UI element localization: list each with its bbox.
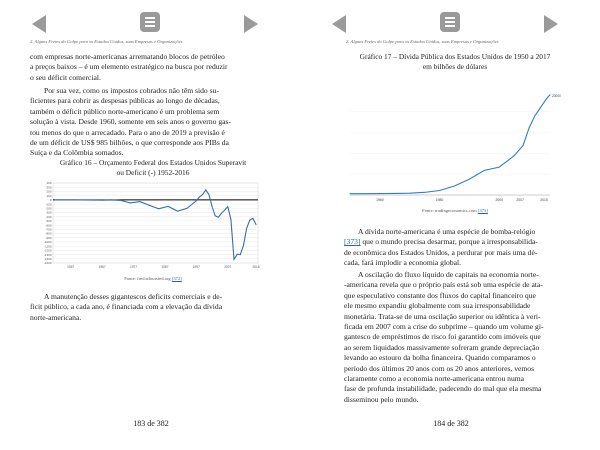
y-tick-label: -100 [45, 202, 52, 207]
text-line: tou menos do que o arrecadado. Para o ano de 2019 a previsão é [30, 127, 225, 137]
data-point [249, 220, 250, 221]
data-point [256, 224, 257, 225]
chart-frame [344, 85, 566, 205]
data-point [205, 189, 206, 190]
text-line: ele mesmo expandiu globalmente com sua irresponsabilidade [344, 301, 531, 311]
data-point [230, 219, 231, 220]
paragraph [30, 86, 276, 159]
text-line: o seu déficit comercial. [30, 72, 101, 82]
text-line: disseminou pelo mundo. [344, 394, 419, 404]
y-tick-label: -300 [45, 210, 52, 215]
y-tick-label: -1500 [43, 261, 52, 266]
data-point [139, 201, 140, 202]
data-point [208, 194, 209, 195]
x-tick-label: 1980 [435, 198, 444, 202]
text-line: A oscilação do fluxo líquido de capitais na economia norte- [358, 270, 539, 279]
data-point [547, 98, 548, 99]
x-tick-label: 1960 [376, 198, 384, 202]
y-tick-label: -200 [45, 206, 52, 211]
y-tick-label: -1100 [44, 244, 52, 249]
text-line: a preços baixos – é um elemento estratégico na busca por reduzir [30, 62, 228, 72]
menu-icon[interactable] [140, 12, 160, 32]
caption-line: Gráfico 16 – Orçamento Federal dos Estados Unidos Superavit [59, 158, 247, 167]
text-line: de um déficit de US$ 985 bilhões, o que corresponde aos PIBs da [30, 138, 229, 148]
data-point [83, 200, 84, 201]
data-point [484, 170, 485, 171]
x-tick-label: 1977 [129, 265, 138, 269]
data-point [199, 196, 200, 197]
text-line: período dos últimos 20 anos com os 20 anos anteriores, vemos [344, 363, 535, 373]
text-line: fase de profunda instabilidade, padecendo do mal que ela mesma [344, 384, 542, 394]
data-point [394, 193, 395, 194]
y-tick-label: 20000 [552, 94, 561, 99]
text-line: levando ao estouro da bolha financeira. Quando comparamos o [344, 353, 536, 363]
text-line: A manutenção desses gigantescos deficits comerciais e de- [44, 292, 223, 301]
data-point [350, 193, 351, 194]
text-line: que especulativo constante dos fluxos do capital financeiro que [344, 290, 536, 300]
data-point [454, 186, 455, 187]
data-point [550, 94, 551, 95]
paragraph [344, 227, 588, 269]
source-text: Fonte: fred.stlouisfed.org [124, 276, 172, 281]
chart-source [340, 208, 570, 213]
data-point [535, 115, 536, 116]
data-point [102, 200, 103, 201]
data-point [227, 206, 228, 207]
y-tick-label: -1300 [43, 252, 52, 257]
caption-line: ou Deficit (-) 1952-2016 [116, 168, 190, 177]
y-tick-label: 200 [46, 189, 52, 194]
data-point [111, 199, 112, 200]
text-line: claramente como a economia norte-americana entrou numa [344, 374, 525, 384]
data-point [529, 127, 530, 128]
data-point [215, 215, 216, 216]
text-line: solução à vista. Desde 1960, somente em seis anos o governo gas- [30, 117, 231, 127]
y-tick-label: -600 [45, 223, 52, 228]
text-line [344, 237, 588, 247]
chart-source [30, 276, 276, 281]
chart-caption [30, 158, 276, 178]
right-page-nav [300, 12, 600, 36]
text-line: com empresas norte-americanas arrematando blocos de petróleo [30, 52, 225, 61]
data-point [469, 179, 470, 180]
y-tick-label: -900 [45, 235, 52, 240]
data-point [55, 199, 56, 200]
paragraph [30, 52, 276, 83]
data-point [196, 200, 197, 201]
text-line: ficientes para cobrir as despesas públicas ao longo de décadas, [30, 96, 220, 106]
data-point [409, 193, 410, 194]
plot-area [53, 183, 258, 263]
data-point [364, 193, 365, 194]
x-tick-label: 1987 [161, 265, 169, 269]
right-page [300, 0, 600, 450]
text-line: gantesco de empréstimos de risco foi garantido com imóveis que [344, 332, 541, 342]
data-point [158, 208, 159, 209]
data-point [218, 217, 219, 218]
x-tick-label: 2007 [224, 265, 232, 269]
y-tick-label: 100 [46, 193, 52, 198]
source-link[interactable]: [372] [171, 276, 182, 281]
data-point [234, 259, 235, 260]
text-line: A dívida norte-americana é uma espécie de bomba-relógio [358, 227, 536, 236]
footnote-link[interactable]: [373] [344, 237, 361, 247]
caption-line: em bilhões de dólares [422, 62, 488, 71]
page-number: 184 de 382 [433, 419, 469, 428]
data-point [120, 200, 121, 201]
text-line: cada, fará implodir a economia global. [344, 258, 462, 268]
data-point [240, 254, 241, 255]
page-number: 183 de 382 [133, 419, 169, 428]
triangle-left-icon[interactable] [332, 15, 346, 33]
data-point [243, 245, 244, 246]
data-point [514, 155, 515, 156]
text-fragment: que o mundo precisa desarmar, porque a irresponsabilida- [360, 237, 538, 247]
deficit-chart [39, 180, 261, 274]
triangle-left-icon[interactable] [32, 15, 46, 33]
data-point [212, 206, 213, 207]
text-line: Por sua vez, como os impostos cobrados não têm sido su- [44, 86, 219, 95]
y-tick-label: -1400 [43, 256, 52, 261]
y-tick-label: -700 [45, 227, 52, 232]
data-point [221, 213, 222, 214]
data-point [246, 228, 247, 229]
text-line: norte-americana. [30, 312, 82, 322]
x-tick-label: 1957 [67, 265, 75, 269]
x-tick-label: 1997 [192, 265, 200, 269]
menu-icon[interactable] [440, 12, 460, 32]
data-point [168, 206, 169, 207]
source-link[interactable]: [373] [477, 208, 488, 213]
caption-line: Gráfico 17 – Dívida Pública dos Estados Unidos de 1950 a 2017 [359, 52, 551, 61]
text-line: monetária. Trata-se de uma oscilação superior ou idêntica à veri- [344, 311, 541, 321]
y-tick-label: 0 [49, 198, 52, 203]
y-tick-label: -1200 [43, 248, 52, 253]
triangle-right-icon[interactable] [544, 15, 558, 33]
triangle-right-icon[interactable] [244, 15, 258, 33]
text-line: ao serem liquidados massivamente sofreram grande depreciação [344, 342, 540, 352]
data-point [202, 194, 203, 195]
x-tick-label: 2007 [516, 198, 524, 202]
y-tick-label: -400 [45, 214, 52, 219]
paragraph [30, 292, 276, 323]
y-tick-label: -500 [45, 219, 52, 224]
text-line: ficit público, a cada ano, é financiada com a elevação da dívida [30, 302, 223, 312]
y-tick-label: 400 [46, 181, 52, 186]
data-point [541, 106, 542, 107]
data-point [237, 254, 238, 255]
data-point [73, 199, 74, 200]
text-line: de econômica dos Estados Unidos, a perdurar por mais uma dé- [344, 247, 538, 257]
y-tick-label: -800 [45, 231, 52, 236]
x-tick-label: 2015 [540, 198, 548, 202]
data-point [130, 202, 131, 203]
text-line: também o déficit público norte-americano é um problema sem [30, 106, 220, 116]
data-point [64, 199, 65, 200]
text-line: ficada em 2007 com a crise do subprime – quando um volume gi- [344, 322, 544, 332]
data-point [149, 205, 150, 206]
data-point [252, 218, 253, 219]
data-point [186, 208, 187, 209]
data-point [224, 210, 225, 211]
source-text: Fonte: tradingeconomics.com [422, 208, 478, 213]
x-tick-label: 2000 [495, 198, 504, 202]
left-page-nav [0, 12, 300, 36]
chart-caption [340, 52, 570, 72]
data-point [499, 167, 500, 168]
data-point [523, 145, 524, 146]
x-tick-label: 1967 [98, 265, 106, 269]
paragraph [344, 270, 588, 405]
data-point [177, 211, 178, 212]
y-tick-label: 300 [46, 185, 52, 190]
text-line: Suíça e da Colômbia somados. [30, 148, 124, 158]
data-point [439, 190, 440, 191]
running-head: 2. Alguns Fretes do Golpe para os Estados Unidos, suas Empresas e Organizações [30, 39, 183, 44]
data-point [92, 200, 93, 201]
x-tick-label: 2016 [252, 265, 260, 269]
running-head: 2. Alguns Fretes do Golpe para os Estados Unidos, suas Empresas e Organizações [346, 39, 499, 44]
y-tick-label: -1000 [43, 240, 52, 245]
text-line: -americana revela que o próprio país está sob uma espécie de ata- [344, 280, 543, 290]
data-point [379, 193, 380, 194]
data-point [424, 192, 425, 193]
debt-chart [344, 85, 566, 205]
